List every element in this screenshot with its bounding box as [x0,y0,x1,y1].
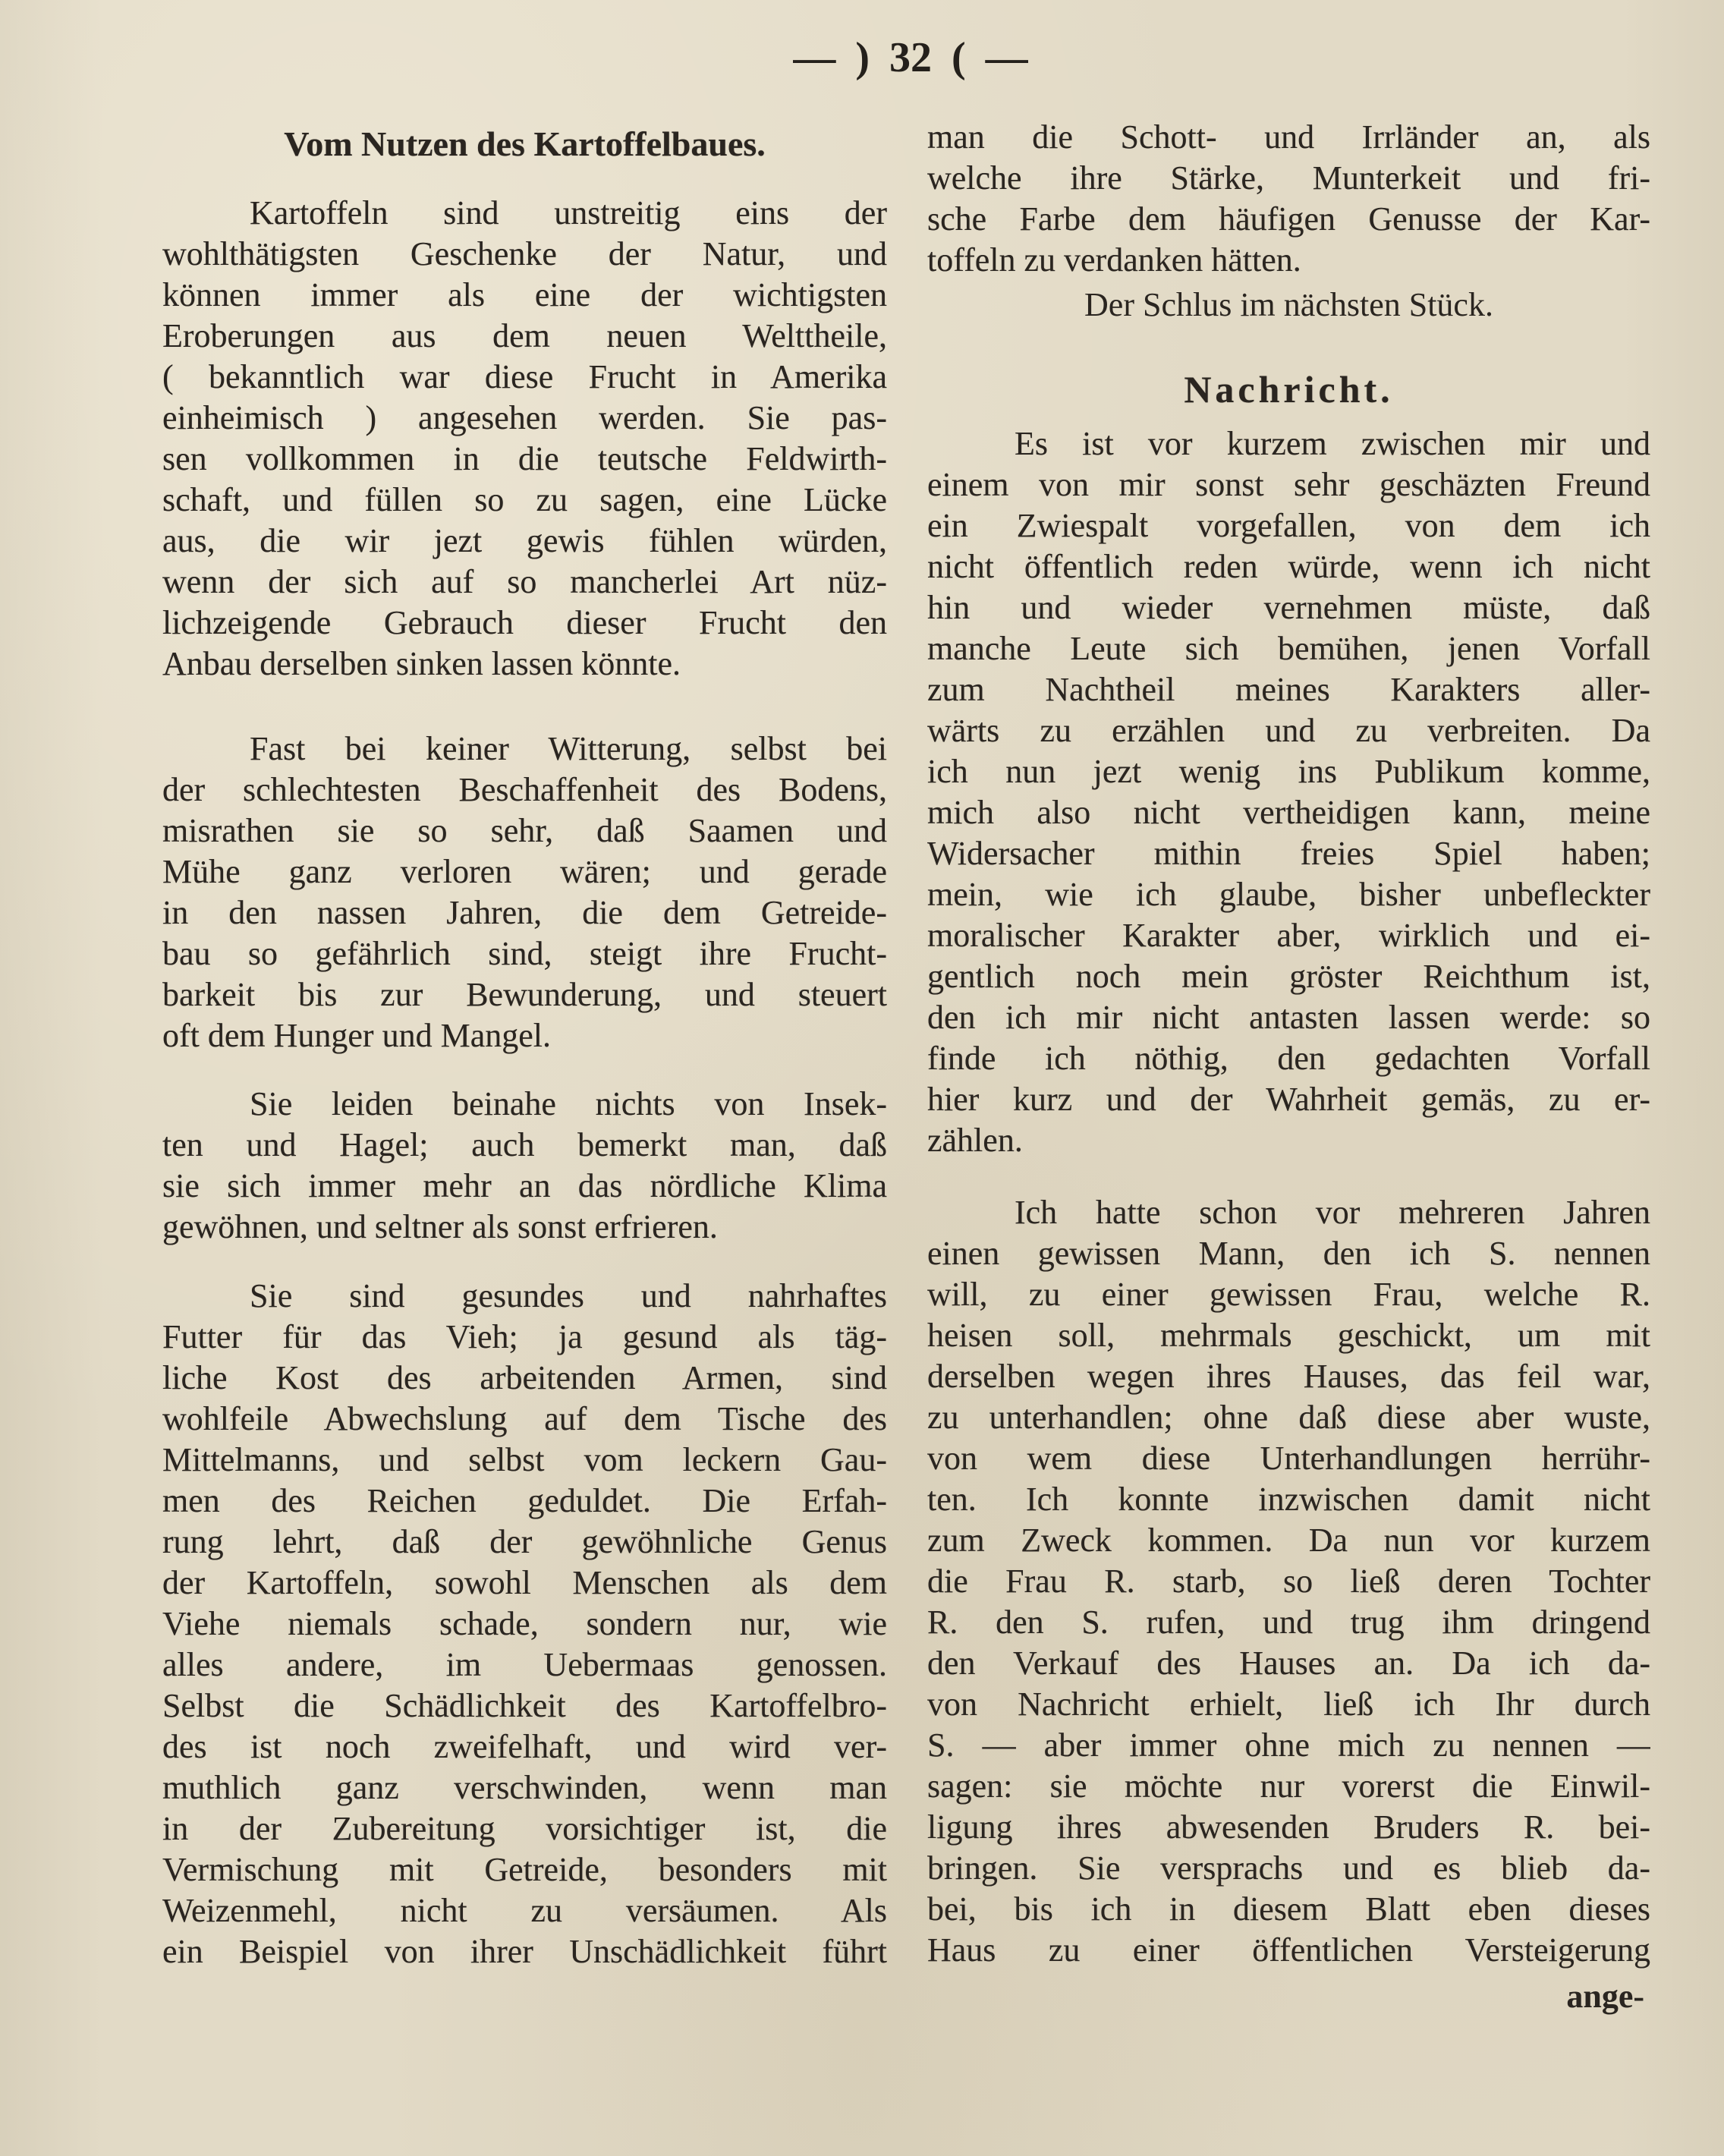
text-line: einem von mir sonst sehr geschäzten Freund [927,466,1650,503]
text-line: R. den S. rufen, und trug ihm dringend [927,1604,1650,1641]
article-paragraph [162,1084,887,1248]
text-line: gewöhnen, und seltner als sonst erfrieren. [162,1208,718,1245]
text-line: zählen. [927,1122,1023,1159]
text-line: S. — aber immer ohne mich zu nennen — [927,1726,1650,1764]
text-line: zum Nachtheil meines Karakters aller- [927,671,1650,708]
text-line: der schlechtesten Beschaffenheit des Bodens, [162,771,887,808]
text-line: bringen. Sie versprachs und es blieb da- [927,1849,1650,1887]
text-line: toffeln zu verdanken hätten. [927,241,1301,279]
text-line: wohlfeile Abwechslung auf dem Tische des [162,1400,887,1437]
text-line: Fast bei keiner Witterung, selbst bei [250,730,887,767]
text-line: muthlich ganz verschwinden, wenn man [162,1769,887,1806]
text-line: ligung ihres abwesenden Bruders R. bei- [927,1808,1650,1846]
text-line: Viehe niemals schade, sondern nur, wie [162,1605,887,1642]
text-line: heisen soll, mehrmals geschickt, um mit [927,1317,1650,1354]
text-line: des ist noch zweifelhaft, und wird ver- [162,1728,887,1765]
text-line: liche Kost des arbeitenden Armen, sind [162,1359,887,1396]
text-line: lichzeigende Gebrauch dieser Frucht den [162,604,887,641]
text-line: in den nassen Jahren, die dem Getreide- [162,894,887,931]
continuation-note: Der Schlus im nächsten Stück. [1084,286,1493,323]
text-line: oft dem Hunger und Mangel. [162,1017,551,1054]
text-line: der Kartoffeln, sowohl Menschen als dem [162,1564,887,1601]
text-line: sie sich immer mehr an das nördliche Klima [162,1167,887,1204]
text-line: ( bekanntlich war diese Frucht in Amerika [162,358,887,395]
text-line: ein Beispiel von ihrer Unschädlichkeit führt [162,1933,887,1970]
text-line: den Verkauf des Hauses an. Da ich da- [927,1645,1650,1682]
article-paragraph-continued [927,117,1650,281]
text-line: wärts zu erzählen und zu verbreiten. Da [927,712,1650,749]
text-line: derselben wegen ihres Hauses, das feil war, [927,1358,1650,1395]
article-paragraph [162,1276,887,1972]
text-line: Anbau derselben sinken lassen könnte. [162,645,681,682]
text-line: men des Reichen geduldet. Die Erfah- [162,1482,887,1519]
text-line: die Frau R. starb, so ließ deren Tochter [927,1563,1650,1600]
text-line: einen gewissen Mann, den ich S. nennen [927,1235,1650,1272]
text-line: zu unterhandlen; ohne daß diese aber wuste, [927,1399,1650,1436]
text-line: Es ist vor kurzem zwischen mir und [1015,425,1650,462]
text-line: barkeit bis zur Bewunderung, und steuert [162,976,887,1013]
catchword: ange- [1566,1978,1644,2015]
text-line: nicht öffentlich reden würde, wenn ich nicht [927,548,1650,585]
text-line: sche Farbe dem häufigen Genusse der Kar- [927,200,1650,238]
text-line: Selbst die Schädlichkeit des Kartoffelbro- [162,1687,887,1724]
text-line: mich also nicht vertheidigen kann, meine [927,794,1650,831]
notice-paragraph [927,1192,1650,1971]
text-line: bei, bis ich in diesem Blatt eben dieses [927,1890,1650,1928]
text-line: den ich mir nicht antasten lassen werde: so [927,999,1650,1036]
text-line: von wem diese Unterhandlungen herrühr- [927,1440,1650,1477]
text-line: Sie sind gesundes und nahrhaftes [250,1277,887,1314]
text-line: ten und Hagel; auch bemerkt man, daß [162,1126,887,1163]
text-line: sen vollkommen in die teutsche Feldwirth- [162,440,887,477]
text-line: mein, wie ich glaube, bisher unbefleckter [927,876,1650,913]
text-line: schaft, und füllen so zu sagen, eine Lücke [162,481,887,518]
text-line: will, zu einer gewissen Frau, welche R. [927,1276,1650,1313]
text-line: Futter für das Vieh; ja gesund als täg- [162,1318,887,1355]
text-line: Vermischung mit Getreide, besonders mit [162,1851,887,1888]
text-line: bau so gefährlich sind, steigt ihre Frucht- [162,935,887,972]
right-column [927,0,1650,2049]
text-line: Kartoffeln sind unstreitig eins der [250,194,887,231]
text-line: ich nun jezt wenig ins Publikum komme, [927,753,1650,790]
text-line: von Nachricht erhielt, ließ ich Ihr durch [927,1685,1650,1723]
text-line: Mühe ganz verloren wären; und gerade [162,853,887,890]
text-line: sagen: sie möchte nur vorerst die Einwil- [927,1767,1650,1805]
article-paragraph [162,193,887,685]
notice-title: Nachricht. [1184,368,1394,411]
text-line: Eroberungen aus dem neuen Welttheile, [162,317,887,354]
text-line: Haus zu einer öffentlichen Versteigerung [927,1931,1650,1969]
text-line: man die Schott- und Irrländer an, als [927,118,1650,156]
text-line: gentlich noch mein gröster Reichthum ist, [927,958,1650,995]
text-line: einheimisch ) angesehen werden. Sie pas- [162,399,887,436]
text-line: manche Leute sich bemühen, jenen Vorfall [927,630,1650,667]
text-line: zum Zweck kommen. Da nun vor kurzem [927,1522,1650,1559]
article-paragraph [162,729,887,1056]
text-line: wenn der sich auf so mancherlei Art nüz- [162,563,887,600]
text-line: Widersacher mithin freies Spiel haben; [927,835,1650,872]
text-line: hier kurz und der Wahrheit gemäs, zu er- [927,1081,1650,1118]
text-line: Sie leiden beinahe nichts von Insek- [250,1085,887,1122]
notice-paragraph [927,423,1650,1161]
text-line: aus, die wir jezt gewis fühlen würden, [162,522,887,559]
page-number-marker: — ) 32 ( — [793,34,1028,81]
left-column [162,0,887,2049]
text-line: Mittelmanns, und selbst vom leckern Gau- [162,1441,887,1478]
article-title: Vom Nutzen des Kartoffelbaues. [284,124,766,163]
text-line: können immer als eine der wichtigsten [162,276,887,313]
text-line: ein Zwiespalt vorgefallen, von dem ich [927,507,1650,544]
text-line: welche ihre Stärke, Munterkeit und fri- [927,159,1650,197]
text-line: wohlthätigsten Geschenke der Natur, und [162,235,887,272]
text-line: rung lehrt, daß der gewöhnliche Genus [162,1523,887,1560]
text-line: alles andere, im Uebermaas genossen. [162,1646,887,1683]
text-line: Weizenmehl, nicht zu versäumen. Als [162,1892,887,1929]
text-line: in der Zubereitung vorsichtiger ist, die [162,1810,887,1847]
text-line: hin und wieder vernehmen müste, daß [927,589,1650,626]
text-line: ten. Ich konnte inzwischen damit nicht [927,1481,1650,1518]
text-line: misrathen sie so sehr, daß Saamen und [162,812,887,849]
text-line: Ich hatte schon vor mehreren Jahren [1015,1194,1650,1231]
text-line: finde ich nöthig, den gedachten Vorfall [927,1040,1650,1077]
text-line: moralischer Karakter aber, wirklich und ei- [927,917,1650,954]
